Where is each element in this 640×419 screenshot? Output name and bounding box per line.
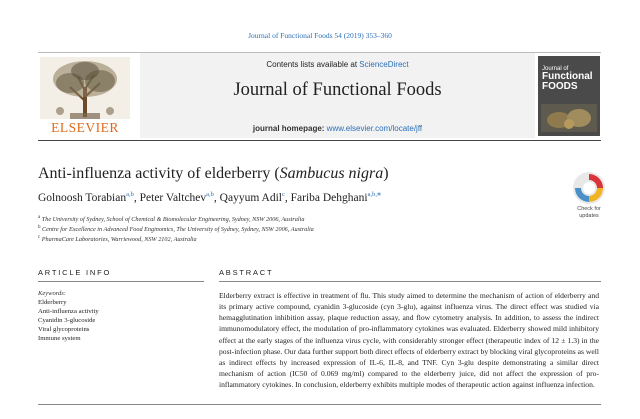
homepage-label: journal homepage: [252, 124, 327, 133]
author-name[interactable]: Peter Valtchev [139, 191, 207, 204]
affil-text: The University of Sydney, School of Chemical & Biomolecular Engineering, Sydney, NSW 2006, Australia [41, 216, 305, 224]
abstract-heading: ABSTRACT [219, 268, 274, 277]
cover-food-image-icon [541, 104, 597, 132]
keyword-item: Elderberry [38, 299, 67, 306]
cover-big-text-1: Functional [542, 71, 593, 82]
article-info-rule [38, 281, 204, 282]
check-updates-line-1: Check for [577, 206, 601, 212]
check-updates-line-2: updates [579, 212, 599, 219]
corresponding-author-icon[interactable]: ⁎ [376, 189, 381, 198]
title-prefix: Anti-influenza activity of elderberry ( [38, 165, 280, 182]
affil-sup: c [38, 235, 41, 240]
keyword-item: Viral glycoproteins [38, 326, 90, 333]
keywords-label: Keywords: [38, 290, 66, 297]
homepage-link[interactable]: www.elsevier.com/locate/jff [326, 124, 423, 133]
abstract-rule [219, 281, 601, 282]
journal-homepage [140, 124, 535, 133]
journal-citation[interactable]: Journal of Functional Foods 54 (2019) 353–360 [248, 31, 392, 40]
author-list: Golnoosh Torabian$^{a,b}$, Peter Valtchev$^{a,b}$, Qayyum Adil$^c$, Fariba Dehghani$^{a,b,⁎}$ [38, 189, 381, 204]
contents-line [140, 60, 535, 69]
author-affil-sup[interactable]: a,b, [367, 191, 377, 198]
author-name[interactable]: Fariba Dehghani [290, 191, 368, 204]
author-affil-sup[interactable]: c [281, 191, 285, 198]
sciencedirect-link[interactable]: ScienceDirect [359, 60, 409, 69]
cover-big-text-2: FOODS [542, 81, 578, 92]
affiliation-b [38, 225, 314, 233]
keyword-item: Anti-influenza activity [38, 308, 99, 315]
keyword-item: Cyanidin 3-glucoside [38, 317, 96, 324]
affil-text: Centre for Excellence in Advanced Food Enginomics, The University of Sydney, Sydney, NSW 2006, Australia [42, 226, 314, 234]
cover-small-text: Journal of [542, 66, 569, 72]
title-suffix: ) [383, 165, 389, 182]
affil-text: PharmaCare Laboratories, Warriewood, NSW 2102, Australia [41, 236, 197, 244]
elsevier-wordmark[interactable]: ELSEVIER [51, 120, 119, 135]
author-affil-sup[interactable]: a,b [126, 191, 134, 198]
journal-name: Journal of Functional Foods [233, 80, 442, 100]
affiliation-c [38, 235, 197, 243]
check-for-updates-label[interactable] [562, 206, 616, 219]
cover-title [542, 66, 598, 92]
abstract-text: Elderberry extract is effective in treatment of flu. This study aimed to determine the mechanism of action of elderberry and its primary active compound, cyanidin 3-glucoside (cyn 3-glu), against influenza virus. The direct effect was studied via hemagglutination inhibition assay, plaque reduction assay, and flow cytometry analysis. In addition, to assess the indirect immunomodulatory effect, the modulation of pro-inflammatory cytokines was evaluated. Elderberry showed mild inhibitory effect at the early stages of the influenza virus cycle, with considerably stronger effect (therapeutic index of 12 ± 1.3) in the post-infection phase. Our data further support both direct effects of elderberry extract by blocking viral glycoproteins as well as indirect effects by increased expression of IL-6, IL-8, and TNF. Cyn 3-glu despite demonstrating a similar direct mechanism of action (IC50 of 0.069 mg/ml) compared to the elderberry juice, did not affect the expression of pro-inflammatory cytokines. In conclusion, elderberry exhibits multiple modes of therapeutic action against influenza infection. [219, 291, 599, 390]
bottom-rule [38, 404, 601, 405]
affiliation-a [38, 215, 304, 223]
article-title [38, 165, 389, 183]
author-name[interactable]: Golnoosh Torabian [38, 191, 127, 204]
article-info-heading: ARTICLE INFO [38, 268, 112, 277]
affil-sup: a [38, 215, 41, 220]
contents-prefix: Contents lists available at [266, 60, 360, 69]
title-italic: Sambucus nigra [279, 165, 384, 182]
header-bottom-rule [38, 140, 601, 141]
affil-sup: b [38, 225, 41, 230]
author-affil-sup[interactable]: a,b [206, 191, 214, 198]
author-name[interactable]: Qayyum Adil [219, 191, 282, 204]
keyword-item: Immune system [38, 335, 81, 342]
check-for-updates-icon[interactable] [571, 170, 607, 206]
